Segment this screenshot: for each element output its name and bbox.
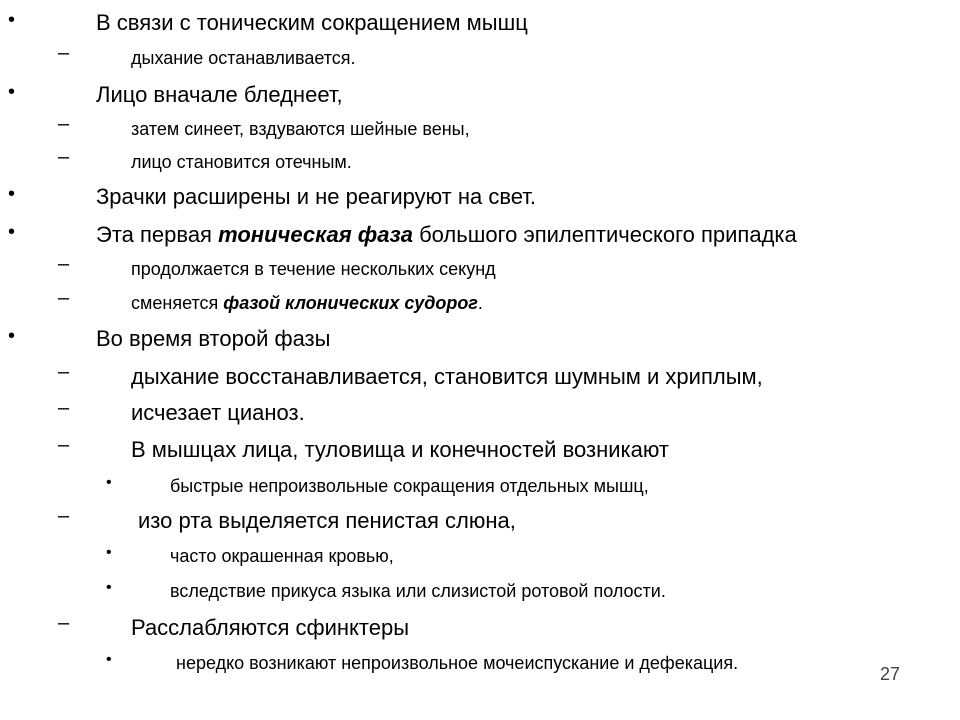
text-segment: В мышцах лица, туловища и конечностей возникают: [131, 436, 669, 462]
bullet-icon: •: [8, 81, 16, 103]
emphasized-text: фазой клонических судорог: [223, 293, 478, 314]
text-segment: дыхание восстанавливается, становится шумным и хриплым,: [131, 363, 763, 389]
dash-bullet-icon: –: [58, 287, 70, 309]
list-item: [170, 477, 649, 495]
dash-bullet-icon: –: [58, 361, 70, 383]
text-segment: большого эпилептического припадка: [412, 221, 797, 247]
bullet-icon: •: [8, 183, 16, 205]
list-item: [96, 183, 537, 209]
list-item: [131, 120, 470, 138]
text-segment: .: [477, 293, 483, 314]
text-segment: лицо становится отечным.: [131, 152, 352, 173]
text-segment: исчезает цианоз.: [131, 399, 305, 425]
list-item: [138, 507, 516, 533]
dash-bullet-icon: –: [58, 253, 70, 275]
list-item: [131, 399, 305, 425]
bullet-icon: •: [106, 474, 112, 491]
page-number: 27: [880, 664, 901, 684]
text-segment: В связи с тоническим сокращением мышц: [96, 9, 528, 35]
bullet-icon: •: [8, 9, 16, 31]
text-segment: сменяется: [131, 293, 224, 314]
list-item: [131, 260, 496, 278]
text-segment: часто окрашенная кровью,: [170, 546, 394, 567]
list-item: [131, 614, 410, 640]
dash-bullet-icon: –: [58, 505, 70, 527]
bullet-icon: •: [106, 579, 112, 596]
text-segment: нередко возникают непроизвольное мочеиспускание и дефекация.: [176, 653, 739, 674]
text-segment: Расслабляются сфинктеры: [131, 614, 410, 640]
list-item: [96, 81, 343, 107]
list-item: [96, 325, 331, 351]
text-segment: Зрачки расширены и не реагируют на свет.: [96, 183, 537, 209]
list-item: [131, 49, 356, 67]
list-item: [131, 153, 352, 171]
text-segment: Во время второй фазы: [96, 325, 331, 351]
text-segment: быстрые непроизвольные сокращения отдельных мышц,: [170, 476, 649, 497]
text-segment: затем синеет, вздуваются шейные вены,: [131, 119, 470, 140]
list-item: [131, 363, 763, 389]
dash-bullet-icon: –: [58, 612, 70, 634]
text-segment: изо рта выделяется пенистая слюна,: [138, 507, 516, 533]
dash-bullet-icon: –: [58, 113, 70, 135]
list-item: [131, 436, 669, 462]
list-item: [176, 654, 738, 672]
dash-bullet-icon: –: [58, 397, 70, 419]
bullet-icon: •: [8, 221, 16, 243]
text-segment: дыхание останавливается.: [131, 48, 356, 69]
list-item: [96, 221, 797, 247]
text-segment: Эта первая: [96, 221, 219, 247]
list-item: [96, 9, 528, 35]
list-item: [170, 547, 394, 565]
bullet-icon: •: [106, 651, 112, 668]
dash-bullet-icon: –: [58, 146, 70, 168]
dash-bullet-icon: –: [58, 42, 70, 64]
emphasized-text: тоническая фаза: [218, 221, 413, 247]
list-item: [131, 294, 483, 312]
bullet-icon: •: [8, 325, 16, 347]
dash-bullet-icon: –: [58, 434, 70, 456]
text-segment: вследствие прикуса языка или слизистой ротовой полости.: [170, 581, 666, 602]
bullet-icon: •: [106, 544, 112, 561]
text-segment: продолжается в течение нескольких секунд: [131, 259, 496, 280]
list-item: [170, 582, 666, 600]
text-segment: Лицо вначале бледнеет,: [96, 81, 343, 107]
